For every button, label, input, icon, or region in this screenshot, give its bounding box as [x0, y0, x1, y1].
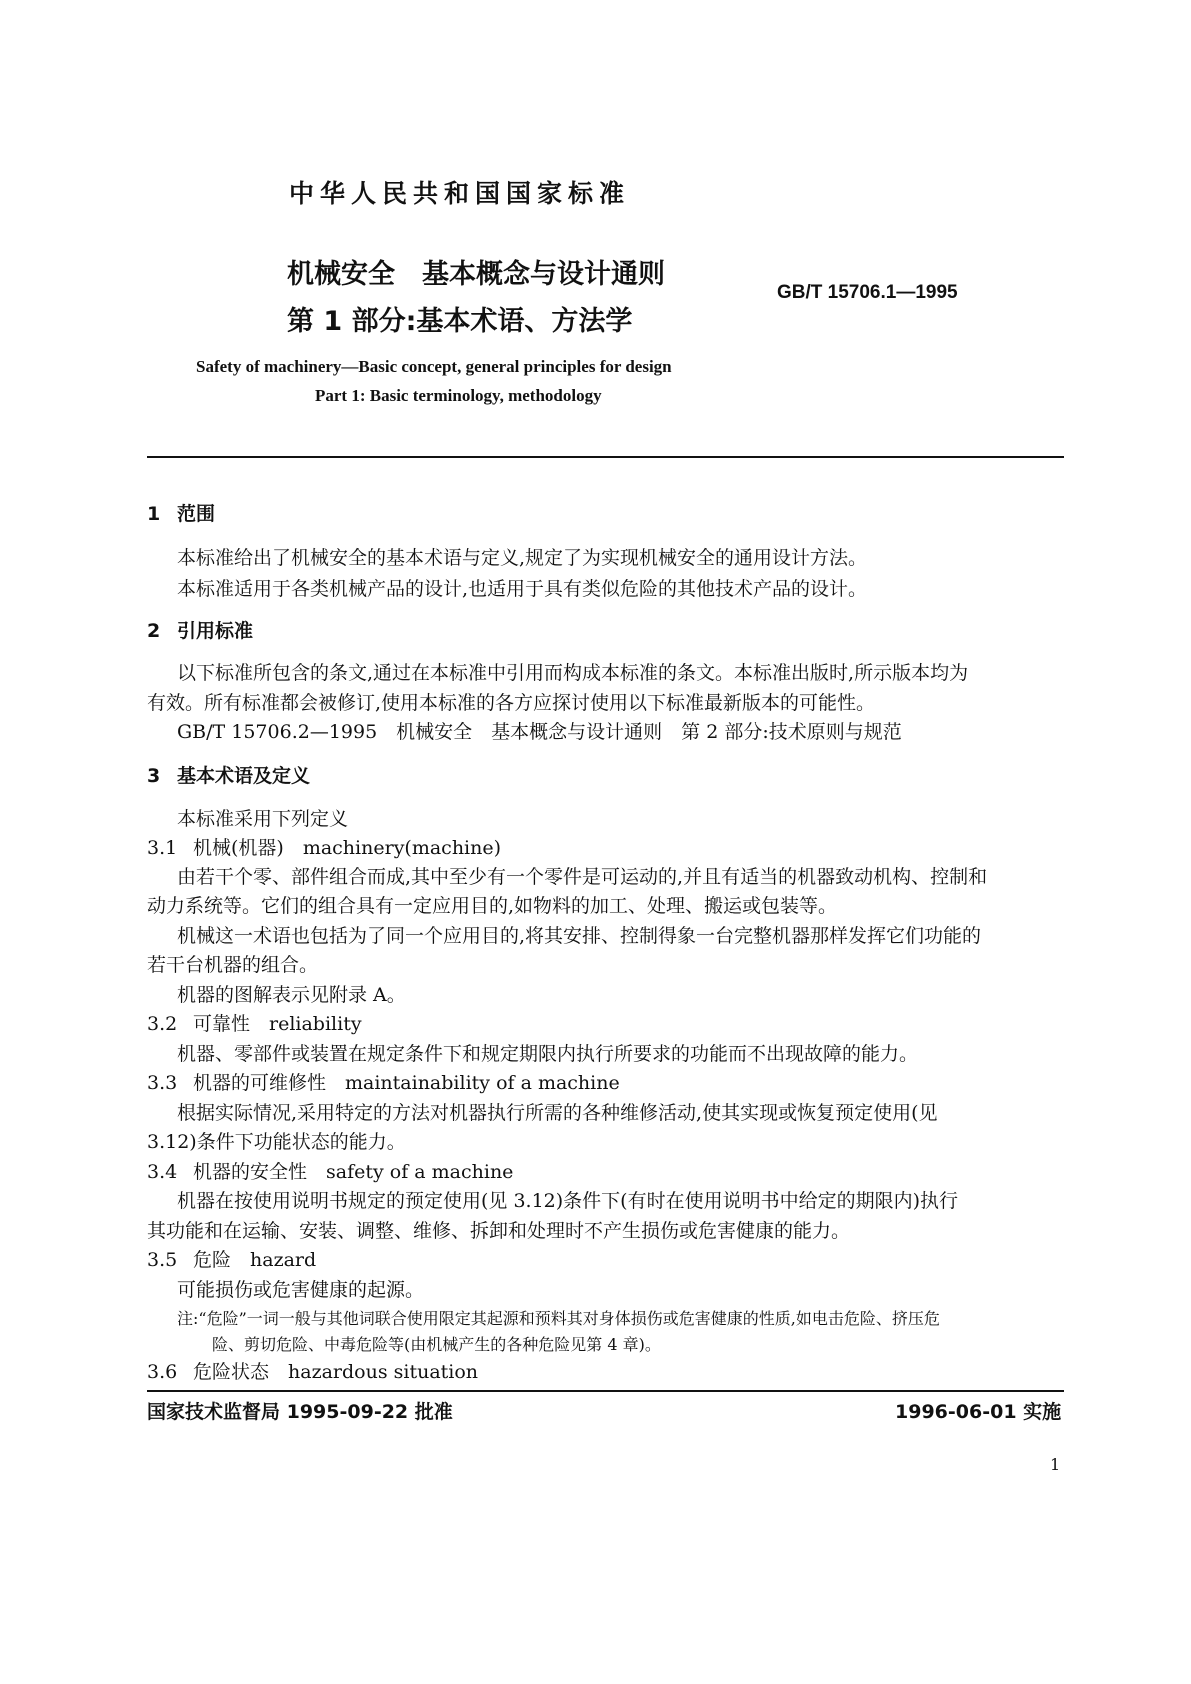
paragraph: 有效。所有标准都会被修订,使用本标准的各方应探讨使用以下标准最新版本的可能性。 [147, 692, 876, 714]
term-title: 危险 hazard [193, 1249, 317, 1271]
paragraph: 其功能和在运输、安装、调整、维修、拆卸和处理时不产生损伤或危害健康的能力。 [147, 1220, 851, 1242]
term-title: 可靠性 reliability [193, 1013, 362, 1035]
term-number: 3.6 [147, 1361, 178, 1383]
paragraph: 若干台机器的组合。 [147, 954, 319, 976]
paragraph: 机器、零部件或装置在规定条件下和规定期限内执行所要求的功能而不出现故障的能力。 [177, 1043, 919, 1065]
note-continuation: 险、剪切危险、中毒危险等(由机械产生的各种危险见第 4 章)。 [212, 1335, 661, 1354]
term-title: 危险状态 hazardous situation [193, 1361, 479, 1383]
term-entry-3-3 [147, 1069, 620, 1097]
paragraph: 由若干个零、部件组合而成,其中至少有一个零件是可运动的,并且有适当的机器致动机构、控制和 [177, 866, 988, 888]
paragraph: 机械这一术语也包括为了同一个应用目的,将其安排、控制得象一台完整机器那样发挥它们功能的 [177, 925, 982, 947]
paragraph: 根据实际情况,采用特定的方法对机器执行所需的各种维修活动,使其实现或恢复预定使用(见 [177, 1102, 938, 1124]
standard-code: GB/T 15706.1—1995 [777, 282, 958, 303]
paragraph: 3.12)条件下功能状态的能力。 [147, 1131, 406, 1153]
section-title: 范围 [177, 503, 216, 525]
term-title: 机器的安全性 safety of a machine [193, 1161, 514, 1183]
paragraph: 机器在按使用说明书规定的预定使用(见 3.12)条件下(有时在使用说明书中给定的期限内)执行 [177, 1190, 958, 1212]
header-divider [147, 456, 1064, 458]
section-title: 引用标准 [177, 620, 254, 642]
paragraph: 机器的图解表示见附录 A。 [177, 984, 406, 1006]
footer-divider [147, 1390, 1064, 1392]
document-title-line2: 第 1 部分:基本术语、方法学 [287, 306, 633, 337]
paragraph: 动力系统等。它们的组合具有一定应用目的,如物料的加工、处理、搬运或包装等。 [147, 895, 838, 917]
effective-date: 1996-06-01 实施 [895, 1401, 1062, 1423]
paragraph: 本标准给出了机械安全的基本术语与定义,规定了为实现机械安全的通用设计方法。 [177, 547, 868, 569]
national-standard-heading: 中华人民共和国国家标准 [289, 179, 631, 208]
note: 注:“危险”一词一般与其他词联合使用限定其起源和预料其对身体损伤或危害健康的性质,如电击危险、挤压危 [177, 1309, 940, 1328]
paragraph: 本标准适用于各类机械产品的设计,也适用于具有类似危险的其他技术产品的设计。 [177, 578, 868, 600]
term-entry-3-5 [147, 1246, 316, 1274]
section-heading [147, 500, 215, 528]
term-entry-3-1 [147, 834, 501, 862]
term-number: 3.3 [147, 1072, 178, 1094]
term-title: 机械(机器) machinery(machine) [193, 837, 502, 859]
term-entry-3-6 [147, 1358, 478, 1386]
english-title-line1: Safety of machinery—Basic concept, general principles for design [196, 357, 672, 376]
page-number: 1 [1050, 1455, 1061, 1474]
section-title: 基本术语及定义 [177, 765, 311, 787]
document-title-line1: 机械安全 基本概念与设计通则 [287, 259, 665, 290]
term-number: 3.2 [147, 1013, 178, 1035]
paragraph: 本标准采用下列定义 [177, 808, 349, 830]
section-number: 3 [147, 765, 161, 787]
section-heading [147, 762, 310, 790]
term-title: 机器的可维修性 maintainability of a machine [193, 1072, 620, 1094]
term-number: 3.1 [147, 837, 178, 859]
approval-line: 国家技术监督局 1995-09-22 批准 [147, 1401, 453, 1423]
english-title-line2: Part 1: Basic terminology, methodology [315, 386, 602, 405]
paragraph: 以下标准所包含的条文,通过在本标准中引用而构成本标准的条文。本标准出版时,所示版本均为 [177, 662, 969, 684]
section-number: 2 [147, 620, 161, 642]
term-entry-3-4 [147, 1158, 513, 1186]
referenced-standard: GB/T 15706.2—1995 机械安全 基本概念与设计通则 第 2 部分:技术原则与规范 [177, 721, 902, 743]
paragraph: 可能损伤或危害健康的起源。 [177, 1279, 425, 1301]
term-number: 3.4 [147, 1161, 178, 1183]
term-number: 3.5 [147, 1249, 178, 1271]
section-number: 1 [147, 503, 161, 525]
term-entry-3-2 [147, 1010, 362, 1038]
section-heading [147, 617, 253, 645]
